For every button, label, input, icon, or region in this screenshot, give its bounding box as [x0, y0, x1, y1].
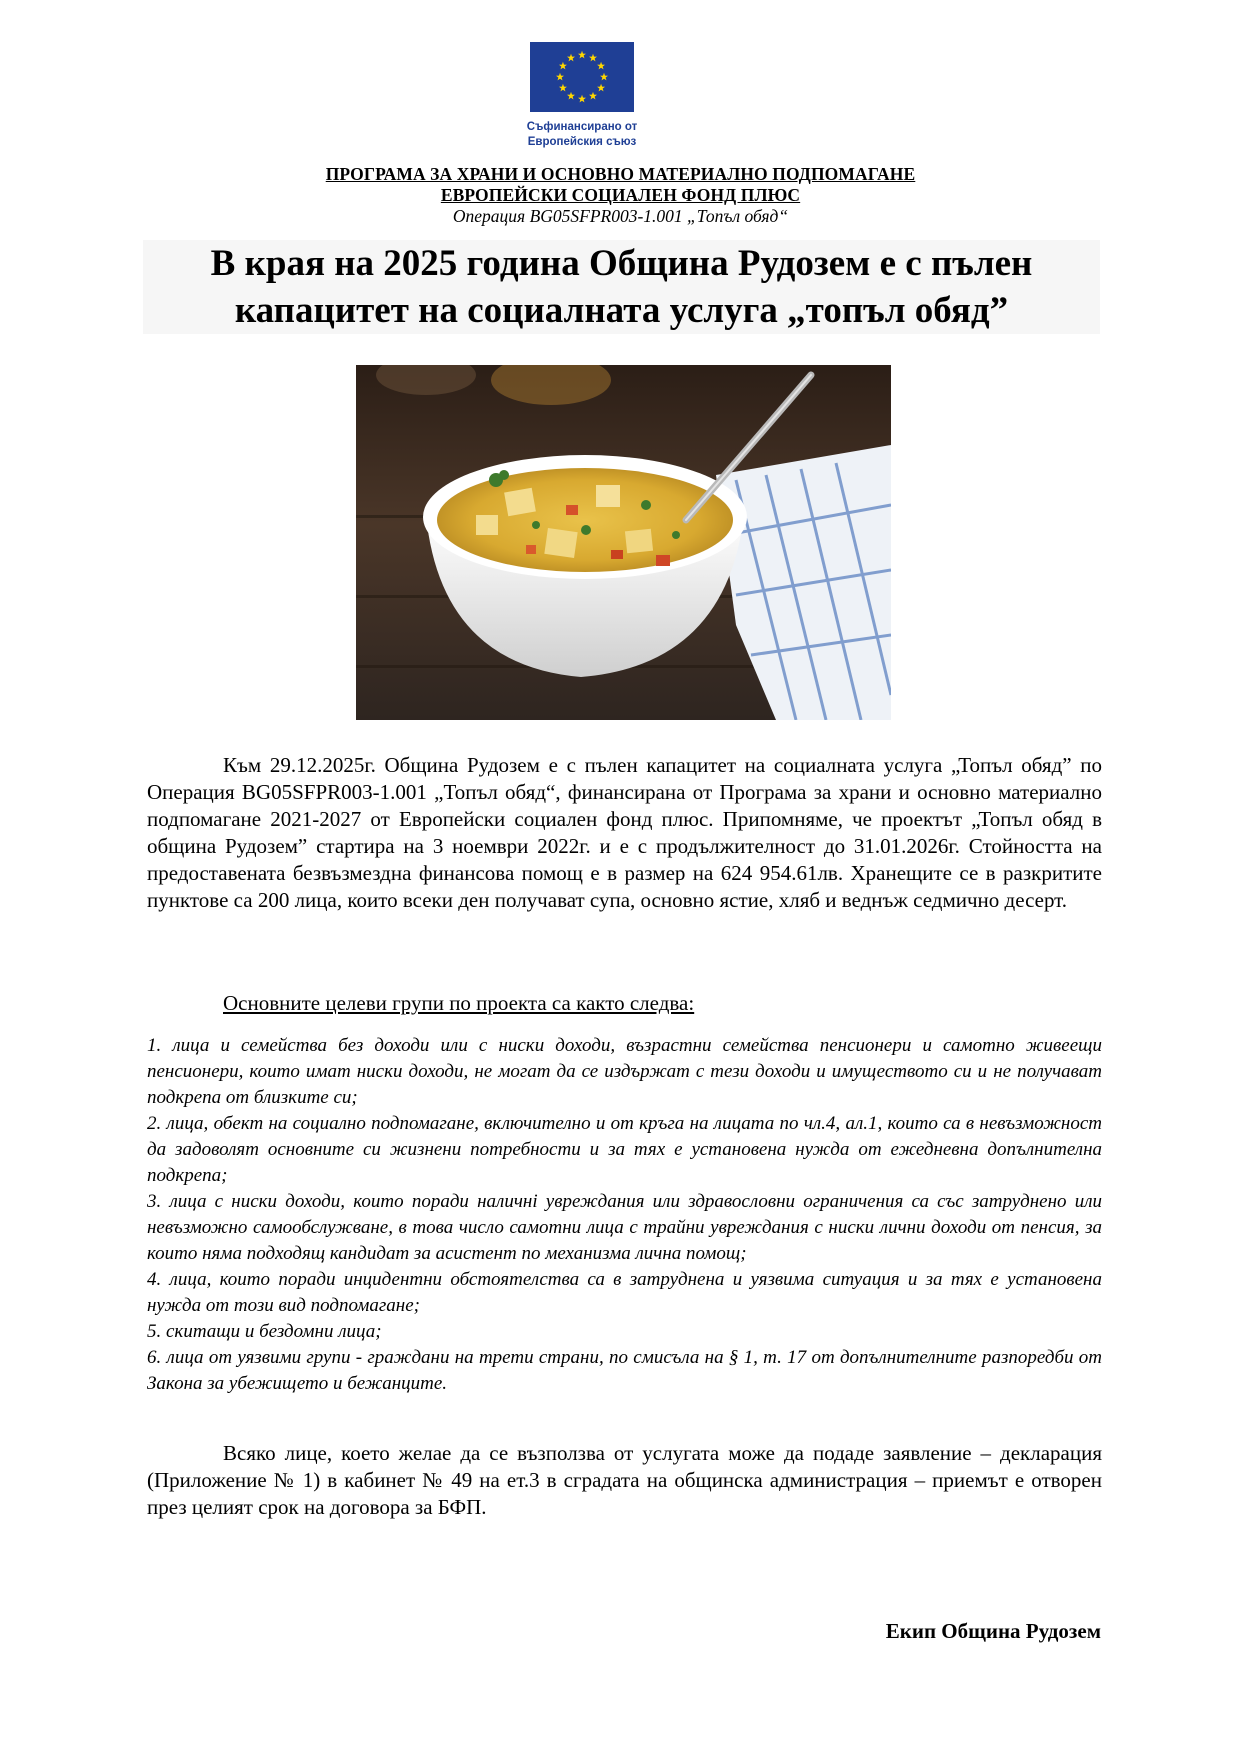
target-groups-list: [147, 1033, 1102, 1397]
target-groups-heading: Основните целеви групи по проекта са както следва:: [223, 991, 695, 1015]
application-paragraph: Всяко лице, което желае да се възползва от услугата може да подаде заявление – декларация (Приложение № 1) в кабинет № 49 на ет.3 в сградата на общинска администрация – приемът е отворен през целият срок на договора за БФП.: [147, 1441, 1102, 1519]
list-item: 3. лица с ниски доходи, които поради наличнi увреждания или здравословни ограничения са със затруднено или невъзможно самообслужване, в това число самотни лица с трайни увреждания с ниски лични доходи от пенсия, за които няма подходящ кандидат за асистент по механизма лична помощ;: [147, 1191, 1102, 1264]
program-name: ПРОГРАМА ЗА ХРАНИ И ОСНОВНО МАТЕРИАЛНО ПОДПОМАГАНЕ: [325, 164, 916, 184]
list-item: 4. лица, които поради инцидентни обстоятелства са в затруднена и уязвима ситуация и за тях е установена нужда от този вид подпомагане;: [147, 1269, 1102, 1316]
operation-code: Операция BG05SFPR003-1.001 „Топъл обяд“: [452, 206, 789, 226]
eu-cofunded-caption: [480, 120, 684, 150]
signature: Екип Община Рудозем: [885, 1619, 1101, 1643]
fund-name: ЕВРОПЕЙСКИ СОЦИАЛЕН ФОНД ПЛЮС: [440, 185, 801, 205]
eu-flag-icon: [530, 42, 634, 112]
eu-caption-line2: Европейския съюз: [527, 136, 637, 148]
list-item: 1. лица и семейства без доходи или с ниски доходи, възрастни семейства пенсионери и самотно живеещи пенсионери, които имат ниски доходи, не могат да се издържат с тези доходи и имуществото си и не получават подкрепа от близките си;: [147, 1035, 1102, 1108]
program-header: [0, 164, 1241, 227]
soup-bowl-photo: [356, 365, 891, 720]
list-item: 2. лица, обект на социално подпомагане, включително и от кръга на лицата по чл.4, ал.1, които са в невъзможност да задоволят основните си жизнени потребности и за тях е установена нужда от ежедневна допълнителна подкрепа;: [147, 1113, 1102, 1186]
eu-caption-line1: Съфинансирано от: [526, 121, 638, 133]
title-line-2: капацитет на социалната услуга „топъл обяд”: [234, 290, 1009, 331]
page-title: [143, 240, 1100, 334]
list-item: 6. лица от уязвими групи - граждани на трети страни, по смисъла на § 1, т. 17 от допълнителните разпоредби от Закона за убежището и бежанците.: [147, 1347, 1102, 1394]
intro-paragraph: Към 29.12.2025г. Община Рудозем е с пълен капацитет на социалната услуга „Топъл обяд” по Операция BG05SFPR003-1.001 „Топъл обяд“, финансирана от Програма за храни и основно материално подпомагане 2021-2027 от Европейски социален фонд плюс. Припомняме, че проектът „Топъл обяд в община Рудозем” стартира на 3 ноември 2022г. и е с продължителност до 31.01.2026г. Стойността на предоставената безвъзмездна финансова помощ е в размер на 624 954.61лв. Хранещите се в разкритите пунктове са 200 лица, които всеки ден получават супа, основно ястие, хляб и веднъж седмично десерт.: [147, 753, 1102, 912]
list-item: 5. скитащи и бездомни лица;: [147, 1321, 382, 1342]
title-line-1: В края на 2025 година Община Рудозем е с пълен: [210, 243, 1033, 284]
